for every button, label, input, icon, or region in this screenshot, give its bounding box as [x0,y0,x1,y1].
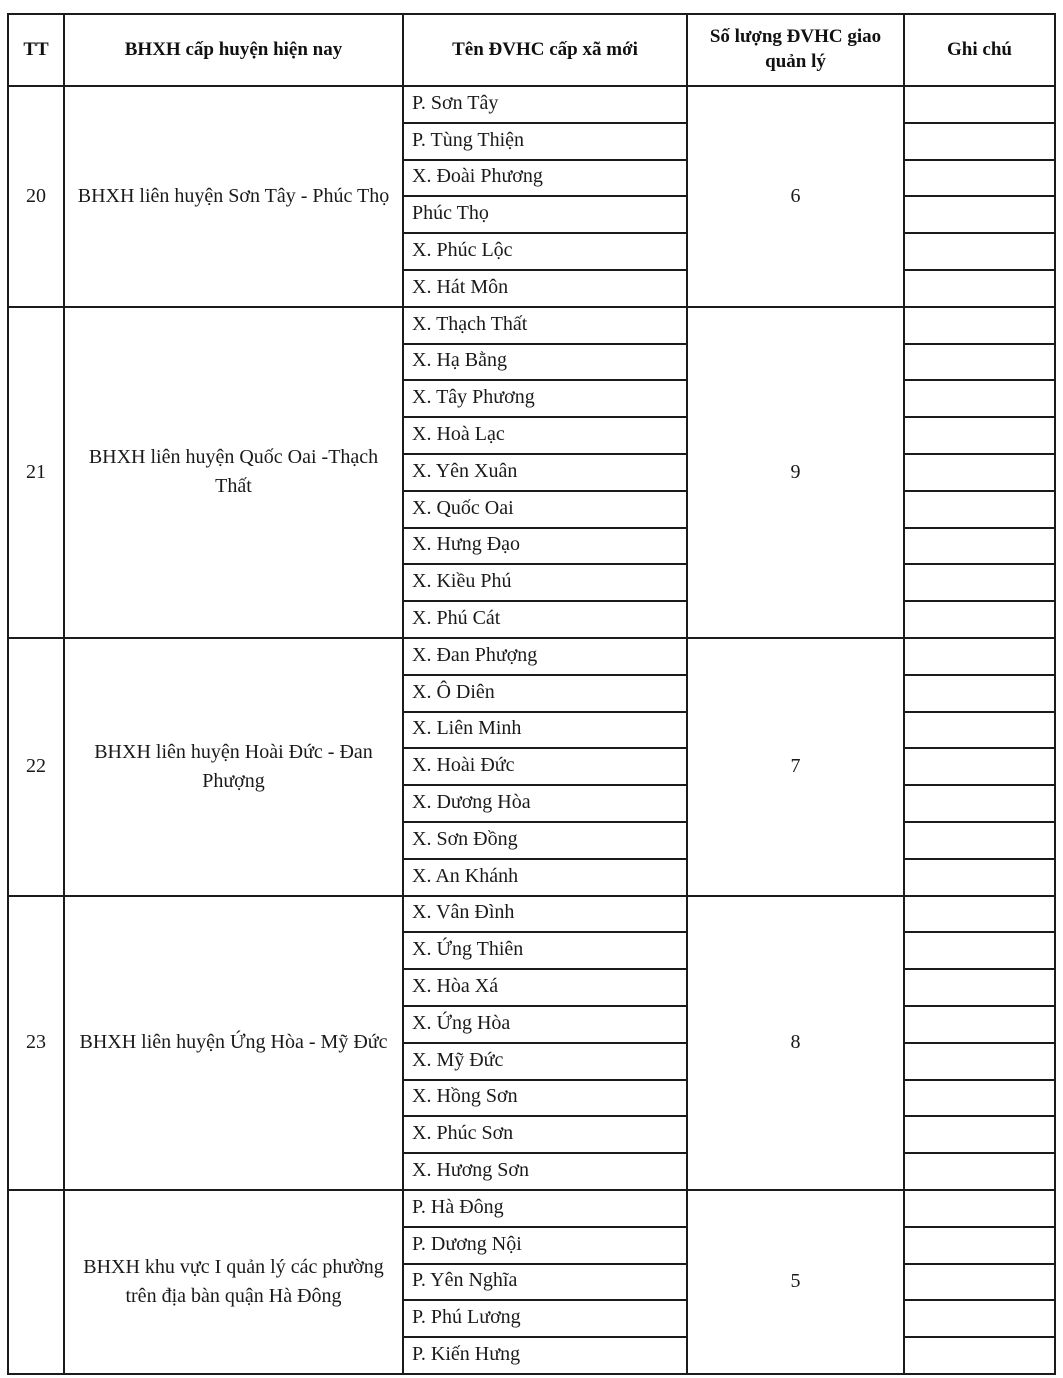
note-cell [904,270,1055,307]
commune-cell: P. Phú Lương [403,1300,687,1337]
commune-cell: X. Quốc Oai [403,491,687,528]
commune-cell: P. Tùng Thiện [403,123,687,160]
tt-cell [8,1190,64,1374]
commune-cell: X. Hồng Sơn [403,1080,687,1117]
note-cell [904,969,1055,1006]
note-cell [904,1337,1055,1374]
header-count: Số lượng ĐVHC giao quản lý [687,14,904,86]
commune-cell: X. Hoài Đức [403,748,687,785]
district-cell: BHXH liên huyện Hoài Đức - Đan Phượng [64,638,403,896]
note-cell [904,380,1055,417]
note-cell [904,638,1055,675]
header-district: BHXH cấp huyện hiện nay [64,14,403,86]
note-cell [904,1227,1055,1264]
table-row [8,896,1055,933]
commune-cell: X. Hạ Bằng [403,344,687,381]
district-cell: BHXH liên huyện Sơn Tây - Phúc Thọ [64,86,403,307]
note-cell [904,748,1055,785]
note-cell [904,1300,1055,1337]
commune-cell: X. Đoài Phương [403,160,687,197]
note-cell [904,822,1055,859]
tt-cell: 22 [8,638,64,896]
note-cell [904,675,1055,712]
commune-cell: X. Hát Môn [403,270,687,307]
commune-cell: X. Hưng Đạo [403,528,687,565]
note-cell [904,417,1055,454]
commune-cell: X. Ứng Thiên [403,932,687,969]
table-row [8,638,1055,675]
commune-cell: X. Sơn Đồng [403,822,687,859]
tt-cell: 20 [8,86,64,307]
commune-cell: X. Ô Diên [403,675,687,712]
commune-cell: X. Vân Đình [403,896,687,933]
commune-cell: P. Yên Nghĩa [403,1264,687,1301]
count-cell: 6 [687,86,904,307]
note-cell [904,785,1055,822]
note-cell [904,1116,1055,1153]
table-row [8,1190,1055,1227]
commune-cell: P. Kiến Hưng [403,1337,687,1374]
header-commune: Tên ĐVHC cấp xã mới [403,14,687,86]
note-cell [904,344,1055,381]
commune-cell: X. Tây Phương [403,380,687,417]
commune-cell: X. Đan Phượng [403,638,687,675]
note-cell [904,1153,1055,1190]
note-cell [904,233,1055,270]
commune-cell: X. Phúc Sơn [403,1116,687,1153]
district-cell: BHXH liên huyện Quốc Oai -Thạch Thất [64,307,403,638]
header-tt: TT [8,14,64,86]
note-cell [904,1006,1055,1043]
count-cell: 8 [687,896,904,1190]
note-cell [904,932,1055,969]
note-cell [904,307,1055,344]
commune-cell: X. Hòa Xá [403,969,687,1006]
note-cell [904,528,1055,565]
commune-cell: X. Liên Minh [403,712,687,749]
table-row [8,86,1055,123]
header-note: Ghi chú [904,14,1055,86]
count-cell: 5 [687,1190,904,1374]
note-cell [904,86,1055,123]
note-cell [904,859,1055,896]
commune-cell: X. Thạch Thất [403,307,687,344]
commune-cell: P. Sơn Tây [403,86,687,123]
tt-cell: 21 [8,307,64,638]
count-cell: 7 [687,638,904,896]
table-row [8,307,1055,344]
commune-cell: X. An Khánh [403,859,687,896]
commune-cell: P. Dương Nội [403,1227,687,1264]
note-cell [904,1080,1055,1117]
commune-cell: Phúc Thọ [403,196,687,233]
commune-cell: X. Phú Cát [403,601,687,638]
note-cell [904,491,1055,528]
district-cell: BHXH khu vực I quản lý các phường trên địa bàn quận Hà Đông [64,1190,403,1374]
note-cell [904,454,1055,491]
commune-cell: X. Ứng Hòa [403,1006,687,1043]
note-cell [904,123,1055,160]
district-cell: BHXH liên huyện Ứng Hòa - Mỹ Đức [64,896,403,1190]
commune-cell: X. Yên Xuân [403,454,687,491]
note-cell [904,1264,1055,1301]
count-cell: 9 [687,307,904,638]
note-cell [904,1190,1055,1227]
commune-cell: X. Phúc Lộc [403,233,687,270]
bhxh-assignment-table [7,13,1056,1375]
note-cell [904,601,1055,638]
commune-cell: X. Hoà Lạc [403,417,687,454]
tt-cell: 23 [8,896,64,1190]
commune-cell: X. Mỹ Đức [403,1043,687,1080]
commune-cell: P. Hà Đông [403,1190,687,1227]
table-body [8,86,1055,1374]
commune-cell: X. Hương Sơn [403,1153,687,1190]
note-cell [904,896,1055,933]
table-header [8,14,1055,86]
commune-cell: X. Kiều Phú [403,564,687,601]
note-cell [904,564,1055,601]
note-cell [904,712,1055,749]
note-cell [904,1043,1055,1080]
note-cell [904,196,1055,233]
note-cell [904,160,1055,197]
header-row [8,14,1055,86]
commune-cell: X. Dương Hòa [403,785,687,822]
